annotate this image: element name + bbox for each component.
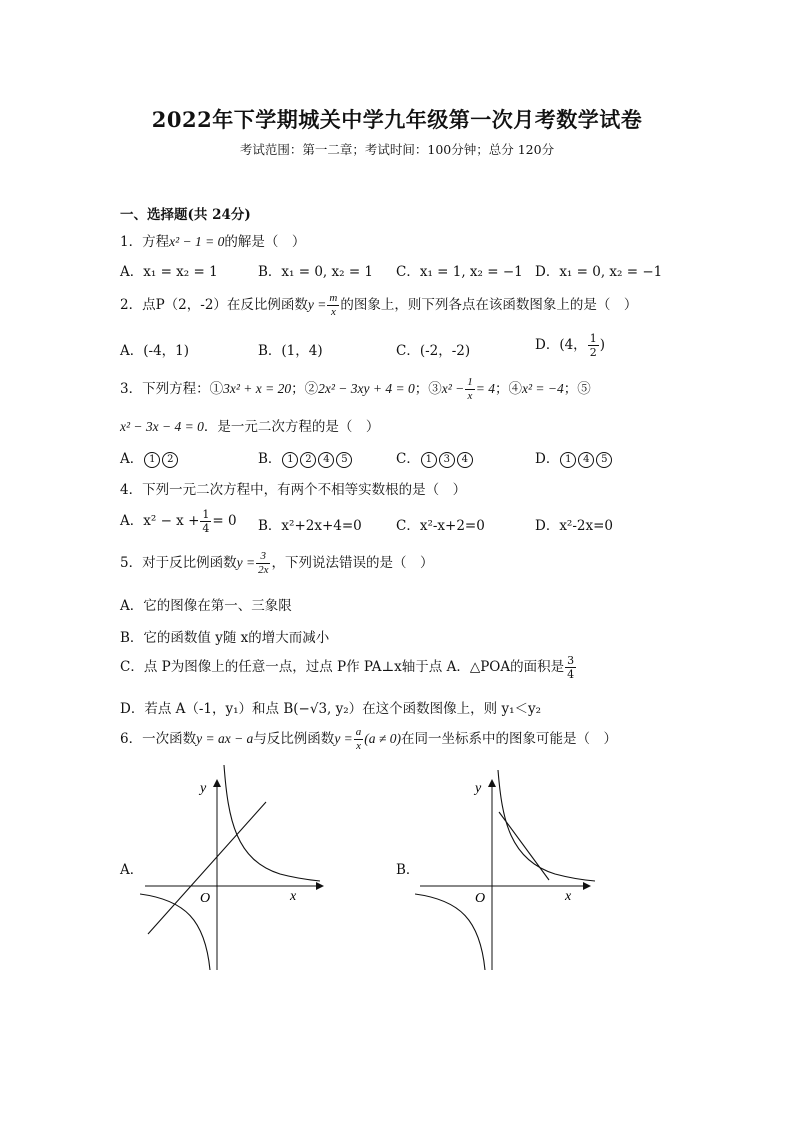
question-1 (120, 230, 305, 250)
q3-line2-suffix: ．是一元二次方程的是（ ） (203, 419, 380, 435)
q2-func-lhs: y = (307, 297, 327, 312)
q3-option-a[interactable] (120, 447, 179, 468)
graph-a-line (148, 802, 266, 934)
q2-option-b[interactable]: B．(1，4) (258, 343, 323, 359)
question-3-line-2 (120, 415, 379, 435)
q3b-circle-4: 5 (336, 452, 352, 468)
q1-equation: x² − 1 = 0 (169, 234, 225, 249)
q6-den: x (356, 740, 361, 752)
q3-sep: ； (563, 381, 578, 397)
q3-sep: ； (495, 381, 509, 397)
q3-eq1: 3x² + x = 20 (223, 381, 292, 396)
q5-prefix: 5．对于反比例函数 (120, 555, 237, 571)
q6-graph-a[interactable] (140, 760, 330, 975)
q5-suffix: ，下列说法错误的是（ ） (271, 555, 434, 571)
q5c-fraction (565, 654, 576, 681)
question-5 (120, 550, 433, 577)
q5-option-b[interactable]: B．它的函数值 y随 x的增大而减小 (120, 630, 330, 646)
q4a-den: 4 (202, 522, 210, 535)
q3a-label: A． (120, 451, 144, 467)
q2-option-d[interactable] (535, 332, 605, 359)
question-3 (120, 376, 591, 403)
graph-b-origin: O (475, 891, 486, 906)
q6-mid: 与反比例函数 (253, 731, 335, 747)
q3-eq3-suffix: = 4 (475, 381, 495, 396)
q3-eq3-den: x (467, 390, 473, 402)
graph-b-hyperbola-upper (498, 770, 595, 881)
q2-den: x (330, 306, 336, 318)
q3-item-2: ② (304, 381, 319, 397)
page-title: 2022年下学期城关中学九年级第一次月考数学试卷 (151, 107, 643, 132)
question-6 (120, 726, 617, 753)
q4a-prefix: A．x² − x + (120, 513, 200, 529)
q3b-circle-2: 2 (300, 452, 316, 468)
q3-sep: ； (291, 381, 305, 397)
q4-option-a[interactable] (120, 508, 237, 535)
q3d-circle-1: 1 (560, 452, 576, 468)
q3-option-d[interactable] (535, 447, 613, 468)
q1-option-a[interactable]: A．x₁ = x₂ = 1 (120, 264, 218, 280)
q5-option-d[interactable]: D．若点 A（-1，y₁）和点 B(−√3, y₂）在这个函数图像上，则 y₁＜y₂ (120, 701, 542, 717)
q2d-den: 2 (589, 346, 597, 359)
q3c-circle-2: 3 (439, 452, 455, 468)
question-2 (120, 292, 637, 319)
q3-eq3-fraction (465, 376, 475, 403)
q3c-circle-3: 4 (457, 452, 473, 468)
graph-a-origin: O (200, 891, 211, 906)
q5-func-lhs: y = (236, 555, 256, 570)
q3b-circle-3: 4 (318, 452, 334, 468)
q3-eq3-num: 1 (467, 376, 473, 388)
q6-option-a-label[interactable]: A． (120, 862, 144, 878)
q1-option-b[interactable]: B．x₁ = 0, x₂ = 1 (258, 264, 374, 280)
q4a-suffix: = 0 (212, 513, 237, 529)
q6-graph-b[interactable] (415, 760, 605, 975)
q3-eq4: x² = −4 (522, 381, 564, 396)
q2d-num: 1 (589, 332, 597, 345)
q4-option-c[interactable]: C．x²-x+2=0 (396, 518, 485, 534)
q1-prefix: 1．方程 (120, 234, 170, 250)
q2d-prefix: D．(4， (535, 337, 587, 353)
q3-eq3-prefix: x² − (441, 381, 465, 396)
graph-a-y-label: y (200, 781, 207, 796)
q5-option-c[interactable] (120, 654, 577, 681)
graph-a-x-label: x (290, 889, 297, 904)
q3-eq2: 2x² − 3xy + 4 = 0 (318, 381, 415, 396)
q3c-circle-1: 1 (421, 452, 437, 468)
q6-func-lhs: y = (334, 731, 353, 746)
graph-a-hyperbola-upper (224, 765, 320, 881)
q1-option-d[interactable]: D．x₁ = 0, x₂ = −1 (535, 264, 663, 280)
q3-item-1: ① (209, 381, 224, 397)
q5-den: 2x (258, 564, 269, 576)
q6-linear: y = ax − a (196, 731, 254, 746)
q5c-text: C．点 P为图像上的任意一点，过点 P作 PA⊥x轴于点 A．△POA的面积是 (120, 659, 565, 675)
q2-point: P（2，-2）在反比例函数 (155, 297, 308, 313)
q3c-label: C． (396, 451, 420, 467)
q4a-num: 1 (202, 508, 210, 521)
q6-prefix: 6．一次函数 (120, 731, 197, 747)
exam-info: 考试范围：第一二章；考试时间：100分钟；总分 120分 (239, 142, 555, 157)
q3b-circle-1: 1 (282, 452, 298, 468)
q3-item-5: ⑤ (577, 381, 591, 397)
q4-option-b[interactable]: B．x²+2x+4=0 (258, 518, 362, 534)
q4-option-d[interactable]: D．x²-2x=0 (535, 518, 614, 534)
q3-line2-eq: x² − 3x − 4 = 0 (120, 419, 204, 434)
q2-suffix: 的图象上，则下列各点在该函数图象上的是（ ） (340, 297, 638, 313)
q6-option-b-label[interactable]: B． (396, 862, 420, 878)
graph-b-x-label: x (565, 889, 572, 904)
q3b-label: B． (258, 451, 282, 467)
q2d-suffix: ) (599, 337, 605, 353)
q6-num: a (355, 726, 362, 738)
q6-cond: (a ≠ 0) (364, 731, 401, 746)
q2-num: m (329, 292, 338, 304)
q4a-fraction (200, 508, 211, 535)
q3d-circle-3: 5 (596, 452, 612, 468)
q2-option-a[interactable]: A．(-4，1) (120, 343, 190, 359)
q1-option-c[interactable]: C．x₁ = 1, x₂ = −1 (396, 264, 523, 280)
q2d-fraction (588, 332, 599, 359)
q3d-label: D． (535, 451, 560, 467)
q2-prefix: 2．点 (120, 297, 156, 313)
q3-sep: ； (414, 381, 429, 397)
q3a-circle-1: 1 (144, 452, 160, 468)
q2-option-c[interactable]: C．(-2，-2) (396, 343, 471, 359)
q3-option-b[interactable] (258, 447, 353, 468)
graph-b-y-label: y (475, 781, 482, 796)
q3-item-3: ③ (428, 381, 442, 397)
q5-num: 3 (256, 550, 270, 564)
q6-suffix: 在同一坐标系中的图象可能是（ ） (400, 731, 617, 747)
q3d-circle-2: 4 (578, 452, 594, 468)
q2-fraction (327, 292, 339, 319)
q3-prefix: 3．下列方程： (120, 381, 210, 397)
q5c-den: 4 (567, 668, 575, 681)
q3-item-4: ④ (508, 381, 522, 397)
q1-suffix: 的解是（ ） (224, 234, 306, 250)
q5-option-a[interactable]: A．它的图像在第一、三象限 (120, 598, 292, 614)
graph-b-line (499, 812, 549, 880)
q6-fraction (354, 726, 364, 753)
section-heading: 一、选择题(共 24分) (120, 207, 251, 223)
question-4: 4．下列一元二次方程中，有两个不相等实数根的是（ ） (120, 482, 467, 498)
q5c-num: 3 (567, 654, 575, 667)
q3a-circle-2: 2 (162, 452, 178, 468)
q3-option-c[interactable] (396, 447, 474, 468)
q5-fraction (256, 550, 270, 577)
